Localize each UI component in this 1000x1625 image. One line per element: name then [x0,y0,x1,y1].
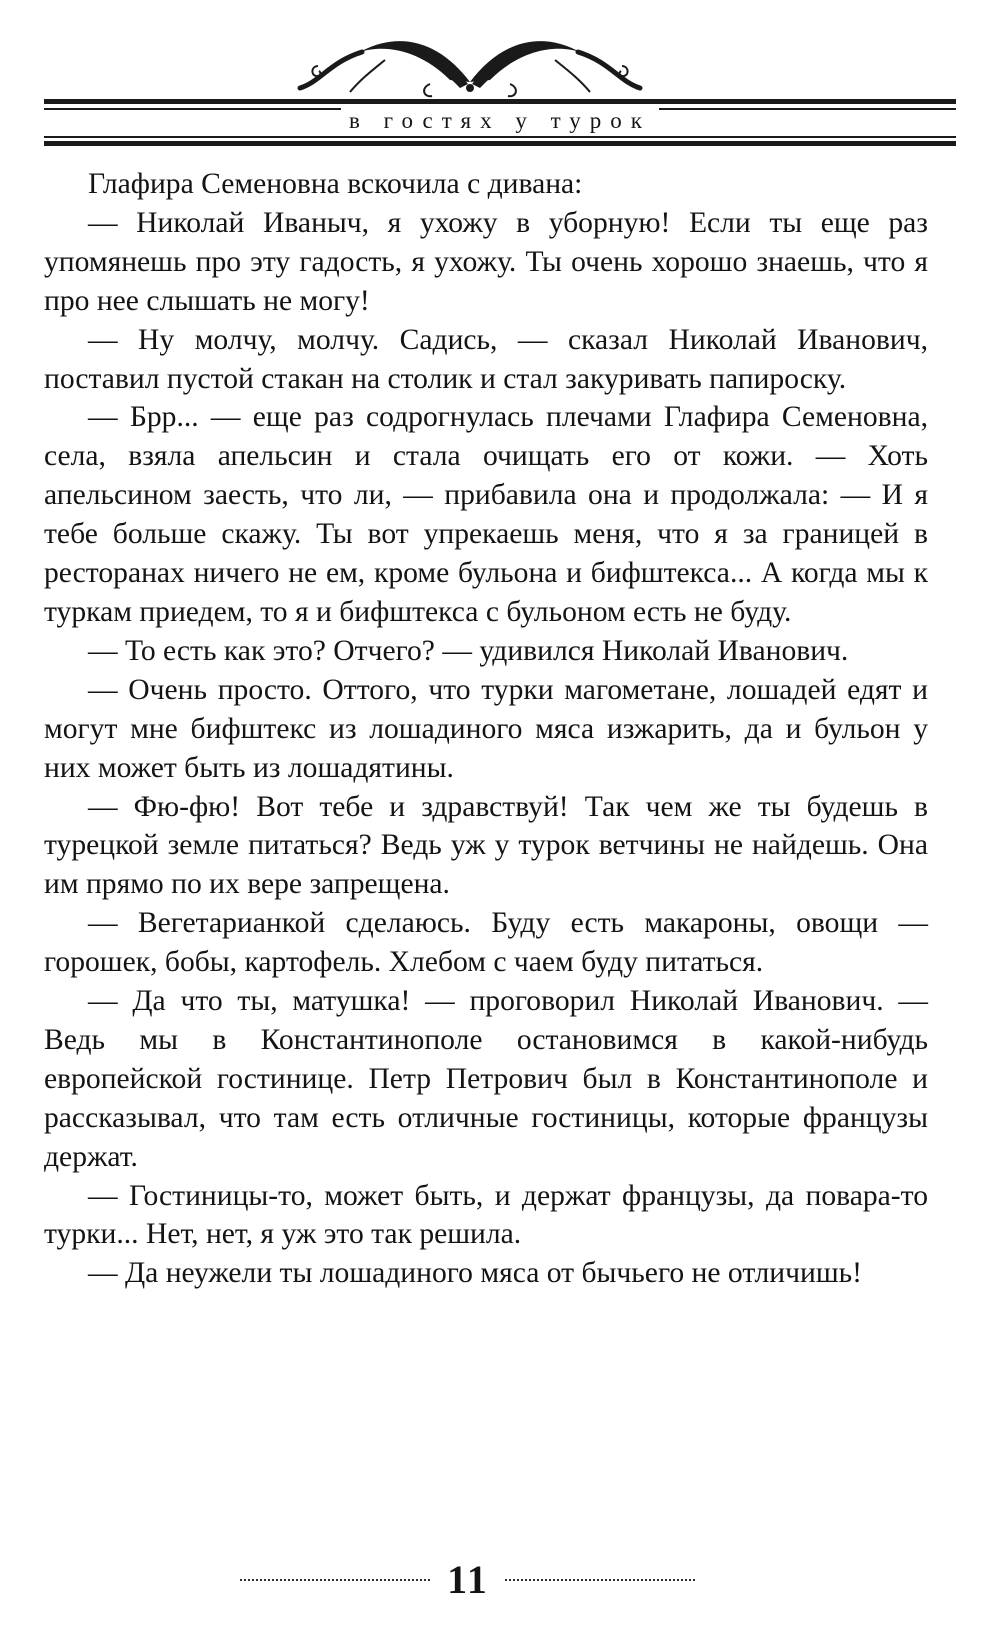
flourish-ornament-icon [290,22,650,108]
running-title: в гостях у турок [341,108,659,133]
footer-dotted-line-right [505,1579,695,1583]
paragraph: Глафира Семеновна вскочила с дивана: [88,168,583,200]
running-title-container [0,106,1000,136]
header-rule-bottom [44,141,956,146]
paragraph: — Фю-фю! Вот тебе и здравствуй! Так чем же ты будешь в турецкой земле питаться? Ведь уж у турок ветчины не найдешь. Она им прямо по их вере запрещена. [44,790,928,901]
paragraph: — Вегетарианкой сделаюсь. Буду есть макароны, овощи — горошек, бобы, картофель. Хлебом с чаем буду питаться. [44,907,928,979]
header-rule-top [44,99,956,104]
paragraph: — Да неужели ты лошадиного мяса от бычьего не отличишь! [88,1257,862,1290]
page-number: 11 [447,1557,489,1602]
page-footer [0,1555,1000,1605]
paragraph: — Очень просто. Оттого, что турки магометане, лошадей едят и могут мне бифштекс из лошадиного мяса изжарить, да и бульон у них может быть из лошадятины. [44,673,928,784]
paragraph: — Брр... — еще раз содрогнулась плечами Глафира Семеновна, села, взяла апельсин и стала очищать его от кожи. — Хоть апельсином заесть, что ли, — прибавила она и продолжала: — И я тебе больше скажу. Ты вот упрекаешь меня, что я за границей в ресторанах ничего не ем, кроме бульона и бифштекса... А когда мы к туркам приедем, то я и бифштекса с бульоном есть не буду. [44,401,928,628]
paragraph: — Ну молчу, молчу. Садись, — сказал Николай Иванович, поставил пустой стакан на столик и стал закуривать папироску. [44,323,928,395]
footer-dotted-line-left [240,1579,430,1583]
paragraph: — То есть как это? Отчего? — удивился Николай Иванович. [88,634,849,667]
body-text [44,165,928,1293]
paragraph: — Да что ты, матушка! — проговорил Николай Иванович. — Ведь мы в Константинополе остановимся в какой-нибудь европейской гостинице. Петр Петрович был в Константинополе и рассказывал, что там есть отличные гостиницы, которые французы держат. [44,985,928,1173]
paragraph: — Гостиницы-то, может быть, и держат французы, да повара-то турки... Нет, нет, я уж это так решила. [44,1179,928,1251]
header-rule-bottom-thin [44,136,956,138]
paragraph: — Николай Иваныч, я ухожу в уборную! Если ты еще раз упомянешь про эту гадость, я ухожу. Ты очень хорошо знаешь, что я про нее слышать не могу! [44,206,928,317]
